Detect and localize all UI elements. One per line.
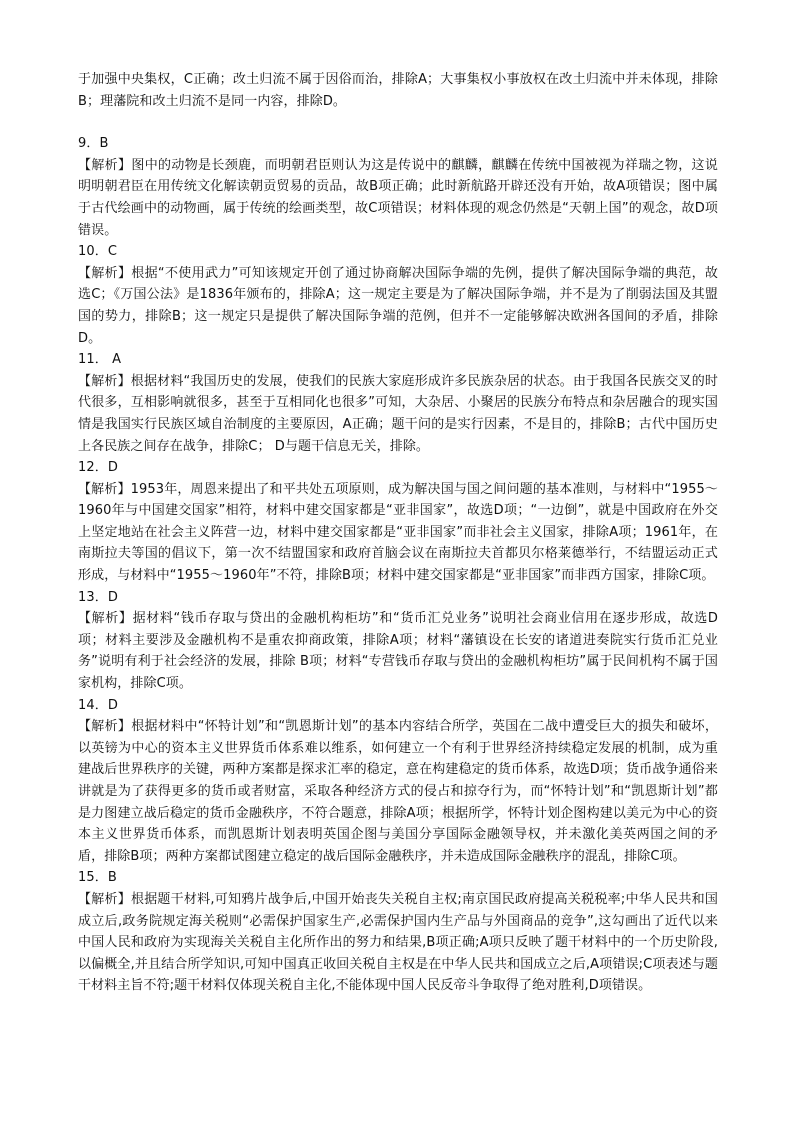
answer-12-number: 12．D bbox=[78, 460, 118, 476]
answer-11-number: 11． A bbox=[78, 352, 122, 368]
answer-10-explanation: 【解析】根据“不使用武力”可知该规定开创了通过协商解决国际争端的先例，提供了解决国际争端的典范，故选C；《万国公法》是1836年颁布的，排除A；这一规定主要是为了解决国际争端，并不是为了削弱法国及其盟国的势力，排除B；这一规定只是提供了解决国际争端的范例，但并不一定能够解决欧洲各国间的矛盾，排除D。 bbox=[78, 265, 718, 346]
answer-explanations-page bbox=[78, 69, 718, 997]
answer-13-explanation: 【解析】据材料“钱币存取与贷出的金融机构柜坊”和“货币汇兑业务”说明社会商业信用在逐步形成，故选D项；材料主要涉及金融机构不是重农抑商政策，排除A项；材料“藩镇设在长安的诸道进奏院实行货币汇兑业务”说明有利于社会经济的发展，排除 B项；材料“专营钱币存取与贷出的金融机构柜坊”属于民间机构不属于国家机构，排除C项。 bbox=[78, 611, 718, 692]
answer-15-number: 15．B bbox=[78, 870, 117, 886]
intro-paragraph: 于加强中央集权，C正确；改土归流不属于因俗而治，排除A；大事集权小事放权在改土归流中并未体现，排除B；理藩院和改土归流不是同一内容，排除D。 bbox=[78, 72, 718, 109]
answer-9-explanation: 【解析】图中的动物是长颈鹿，而明朝君臣则认为这是传说中的麒麟，麒麟在传统中国被视为祥瑞之物，这说明明朝君臣在用传统文化解读朝贡贸易的贡品，故B项正确；此时新航路开辟还没有开始，故A项错误；图中属于古代绘画中的动物画，属于传统的绘画类型，故C项错误；材料体现的观念仍然是“天朝上国”的观念，故D项错误。 bbox=[78, 157, 718, 238]
answer-15-explanation: 【解析】根据题干材料,可知鸦片战争后,中国开始丧失关税自主权;南京国民政府提高关税税率;中华人民共和国成立后,政务院规定海关税则“必需保护国家生产,必需保护国内生产品与外国商品的竞争”,这勾画出了近代以来中国人民和政府为实现海关关税自主化所作出的努力和结果,B项正确;A项只反映了题干材料中的一个历史阶段,以偏概全,并且结合所学知识,可知中国真正收回关税自主权是在中华人民共和国成立之后,A项错误;C项表述与题干材料主旨不符;题干材料仅体现关税自主化,不能体现中国人民反帝斗争取得了绝对胜利,D项错误。 bbox=[78, 891, 718, 994]
answer-13-number: 13．D bbox=[78, 589, 118, 605]
answer-11-explanation: 【解析】根据材料“我国历史的发展，使我们的民族大家庭形成许多民族杂居的状态。由于我国各民族交叉的时代很多，互相影响就很多，甚至于互相同化也很多”可知，大杂居、小聚居的民族分布特点和杂居融合的现实国情是我国实行民族区域自治制度的主要原因，A正确；题干问的是实行因素，不是目的，排除B；古代中国历史上各民族之间存在战争，排除C； D与题干信息无关，排除。 bbox=[78, 373, 718, 454]
answer-10-number: 10．C bbox=[78, 244, 118, 260]
answer-12-explanation: 【解析】1953年，周恩来提出了和平共处五项原则，成为解决国与国之间问题的基本准则，与材料中“1955～1960年与中国建交国家”相符，材料中建交国家都是“亚非国家”，故选D项；“一边倒”，就是中国政府在外交上坚定地站在社会主义阵营一边，材料中建交国家都是“亚非国家”而非社会主义国家，排除A项；1961年，在南斯拉夫等国的倡议下，第一次不结盟国家和政府首脑会议在南斯拉夫首都贝尔格莱德举行，不结盟运动正式形成，与材料中“1955～1960年”不符，排除B项；材料中建交国家都是“亚非国家”而非西方国家，排除C项。 bbox=[78, 481, 718, 584]
answer-9-number: 9．B bbox=[78, 136, 109, 152]
answer-14-explanation: 【解析】根据材料中“怀特计划”和“凯恩斯计划”的基本内容结合所学，英国在二战中遭受巨大的损失和破坏，以英镑为中心的资本主义世界货币体系难以维系，如何建立一个有利于世界经济持续稳定发展的机制，成为重建战后世界秩序的关键，两种方案都是探求汇率的稳定，意在构建稳定的货币体系，故选D项；货币战争通俗来讲就是为了获得更多的货币或者财富，采取各种经济方式的侵占和掠夺行为，而“怀特计划”和“凯恩斯计划”都是力图建立战后稳定的货币金融秩序，不符合题意，排除A项；根据所学，怀特计划企图构建以美元为中心的资本主义世界货币体系，而凯恩斯计划表明英国企图与美国分享国际金融领导权，并未激化美英两国之间的矛盾，排除B项；两种方案都试图建立稳定的战后国际金融秩序，并未造成国际金融秩序的混乱，排除C项。 bbox=[78, 719, 718, 864]
answer-14-number: 14．D bbox=[78, 697, 118, 713]
spacer bbox=[78, 112, 718, 133]
